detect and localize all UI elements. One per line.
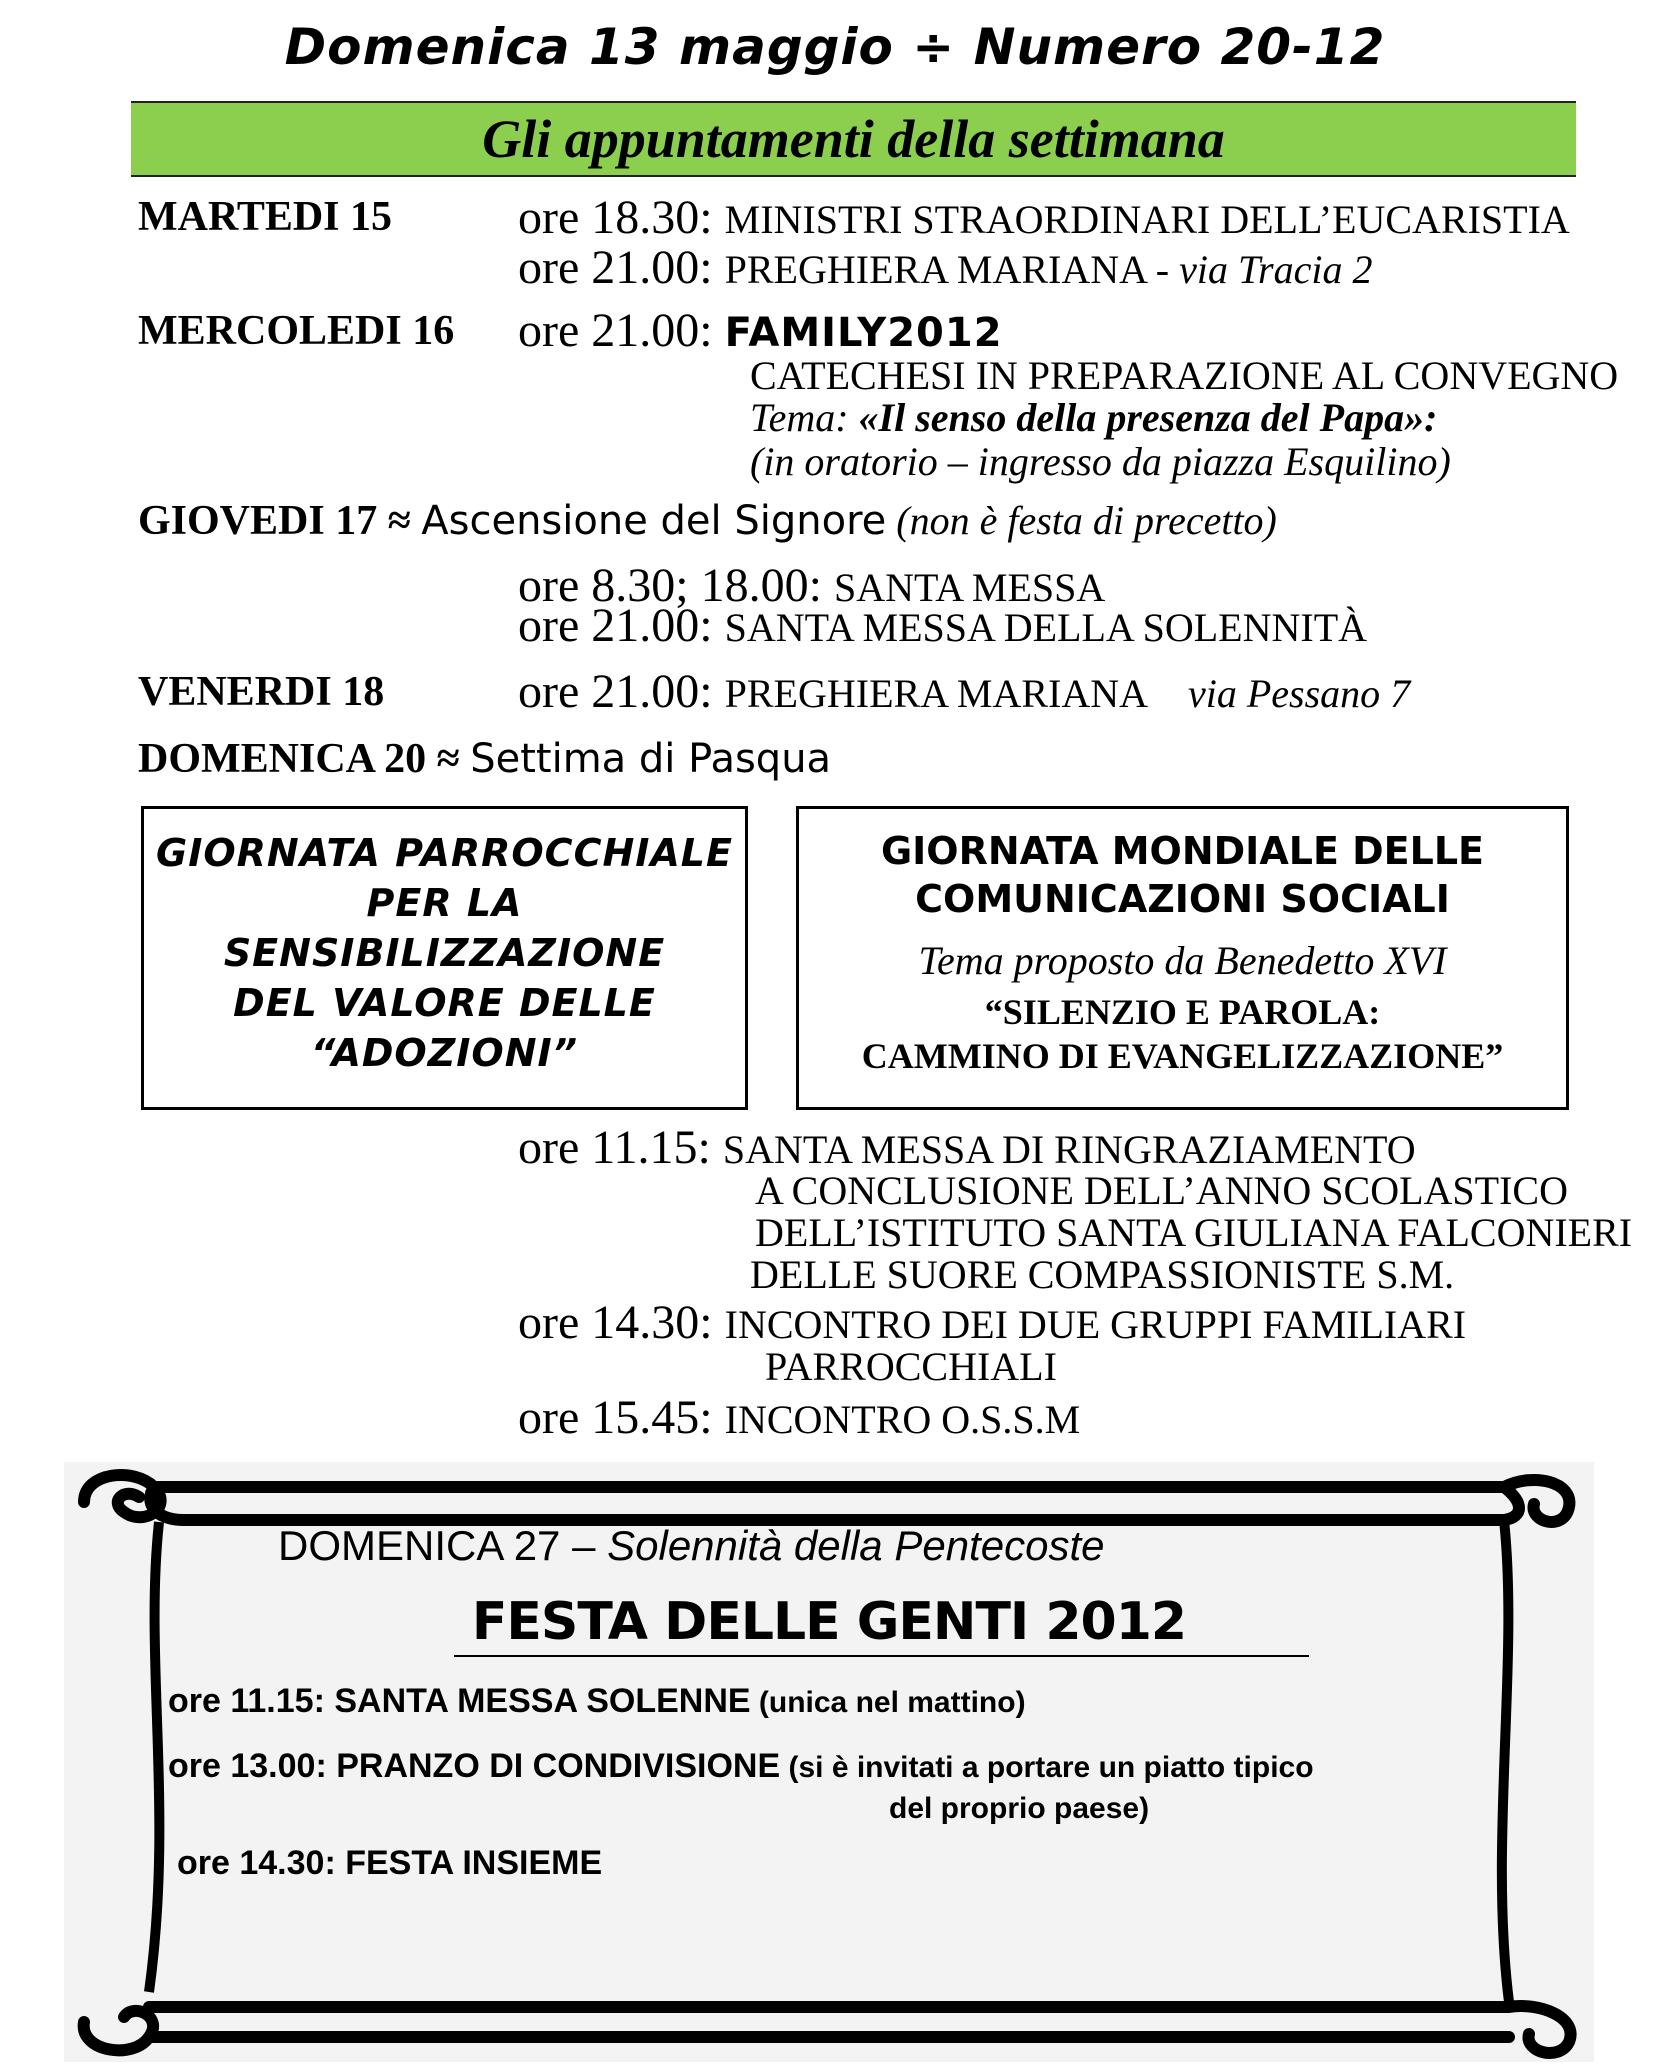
box-theme-title: “SILENZIO E PAROLA: bbox=[984, 992, 1381, 1032]
feast-note: (non è festa di precetto) bbox=[886, 498, 1277, 543]
event-location: via Pessano 7 bbox=[1187, 671, 1411, 716]
heading-day: DOMENICA 27 – bbox=[278, 1522, 608, 1569]
domenica20-line: PARROCCHIALI bbox=[765, 1344, 1057, 1389]
event-label: INCONTRO O.S.S.M bbox=[724, 1397, 1081, 1442]
box-line: SENSIBILIZZAZIONE bbox=[223, 931, 666, 975]
event-label: PREGHIERA MARIANA bbox=[724, 671, 1148, 716]
tema-label: Tema: bbox=[750, 395, 859, 440]
festa-row-2 bbox=[168, 1747, 1314, 1786]
festa-event: ore 11.15: SANTA MESSA SOLENNE bbox=[168, 1682, 751, 1720]
domenica20-line: DELL’ISTITUTO SANTA GIULIANA FALCONIERI bbox=[755, 1210, 1633, 1255]
pentecoste-scroll bbox=[64, 1462, 1594, 2062]
time: ore 11.15: bbox=[518, 1121, 711, 1174]
festa-note: (si è invitati a portare un piatto tipico bbox=[780, 1751, 1314, 1784]
mercoledi-line-2: CATECHESI IN PREPARAZIONE AL CONVEGNO bbox=[750, 353, 1619, 398]
box-theme-intro: Tema proposto da Benedetto XVI bbox=[918, 938, 1447, 983]
feast-title: Ascensione del Signore bbox=[421, 498, 887, 544]
box-line: GIORNATA MONDIALE DELLE bbox=[880, 829, 1485, 873]
pentecoste-heading bbox=[278, 1522, 1104, 1570]
day-mercoledi: MERCOLEDI 16 bbox=[138, 308, 455, 354]
time: ore 21.00: bbox=[518, 665, 713, 718]
festa-note: (unica nel mattino) bbox=[750, 1686, 1026, 1719]
box-theme-title: CAMMINO DI EVANGELIZZAZIONE” bbox=[861, 1036, 1504, 1076]
festa-row-1 bbox=[168, 1682, 1026, 1721]
tema-title: «Il senso della presenza del Papa»: bbox=[858, 395, 1438, 440]
time: ore 8.30; 18.00: bbox=[518, 559, 822, 612]
time: ore 15.45: bbox=[518, 1391, 713, 1444]
martedi-row-1 bbox=[518, 190, 1570, 245]
box-line: PER LA bbox=[366, 881, 523, 925]
festa-title: FESTA DELLE GENTI 2012 bbox=[471, 1592, 1187, 1652]
domenica20-row-3 bbox=[518, 1390, 1080, 1445]
festa-note-cont: del proprio paese) bbox=[889, 1792, 1150, 1825]
event-label: MINISTRI STRAORDINARI DELL’EUCARISTIA bbox=[724, 197, 1570, 242]
day-domenica-20 bbox=[138, 735, 831, 783]
festa-event: ore 13.00: PRANZO DI CONDIVISIONE bbox=[168, 1747, 781, 1785]
event-location: via Tracia 2 bbox=[1179, 247, 1373, 292]
time: ore 18.30: bbox=[518, 191, 713, 244]
box-comunicazioni bbox=[796, 806, 1569, 1110]
domenica20-row-2 bbox=[518, 1295, 1466, 1350]
event-label: PREGHIERA MARIANA - bbox=[724, 247, 1180, 292]
event-label: INCONTRO DEI DUE GRUPPI FAMILIARI bbox=[724, 1302, 1467, 1347]
festa-row-3: ore 14.30: FESTA INSIEME bbox=[177, 1844, 603, 1882]
box-line: GIORNATA PARROCCHIALE bbox=[156, 831, 733, 875]
day-giovedi bbox=[138, 497, 1277, 545]
mercoledi-row-1 bbox=[518, 303, 1003, 358]
box-line: COMUNICAZIONI SOCIALI bbox=[915, 877, 1450, 921]
section-banner: Gli appuntamenti della settimana bbox=[131, 101, 1576, 177]
martedi-row-2 bbox=[518, 240, 1372, 295]
box-adozioni bbox=[141, 806, 748, 1110]
day-martedi: MARTEDI 15 bbox=[138, 194, 393, 240]
mercoledi-line-4: (in oratorio – ingresso da piazza Esquilino) bbox=[750, 439, 1451, 484]
time: ore 21.00: bbox=[518, 599, 713, 652]
time: ore 21.00: bbox=[518, 241, 713, 294]
event-label: SANTA MESSA DELLA SOLENNITÀ bbox=[724, 605, 1368, 650]
day-label: DOMENICA 20 ≈ bbox=[138, 736, 471, 782]
feast-title: Settima di Pasqua bbox=[470, 736, 832, 782]
giovedi-row-2 bbox=[518, 598, 1367, 653]
event-label: SANTA MESSA DI RINGRAZIAMENTO bbox=[722, 1127, 1416, 1172]
family2012-logo: FAMILY2012 bbox=[724, 310, 1003, 356]
event-label: SANTA MESSA bbox=[833, 565, 1106, 610]
domenica20-line: A CONCLUSIONE DELL’ANNO SCOLASTICO bbox=[755, 1168, 1568, 1213]
time: ore 21.00: bbox=[518, 304, 713, 357]
venerdi-row-1 bbox=[518, 664, 1410, 719]
domenica20-line: DELLE SUORE COMPASSIONISTE S.M. bbox=[750, 1252, 1455, 1297]
mercoledi-line-3 bbox=[750, 394, 1437, 441]
issue-header: Domenica 13 maggio ÷ Numero 20-12 bbox=[284, 18, 1386, 76]
day-venerdi: VENERDI 18 bbox=[138, 669, 385, 715]
heading-feast: Solennità della Pentecoste bbox=[607, 1522, 1105, 1569]
box-line: “ADOZIONI” bbox=[310, 1031, 579, 1075]
box-line: DEL VALORE DELLE bbox=[233, 981, 656, 1025]
day-label: GIOVEDI 17 ≈ bbox=[138, 498, 422, 544]
time: ore 14.30: bbox=[518, 1296, 713, 1349]
